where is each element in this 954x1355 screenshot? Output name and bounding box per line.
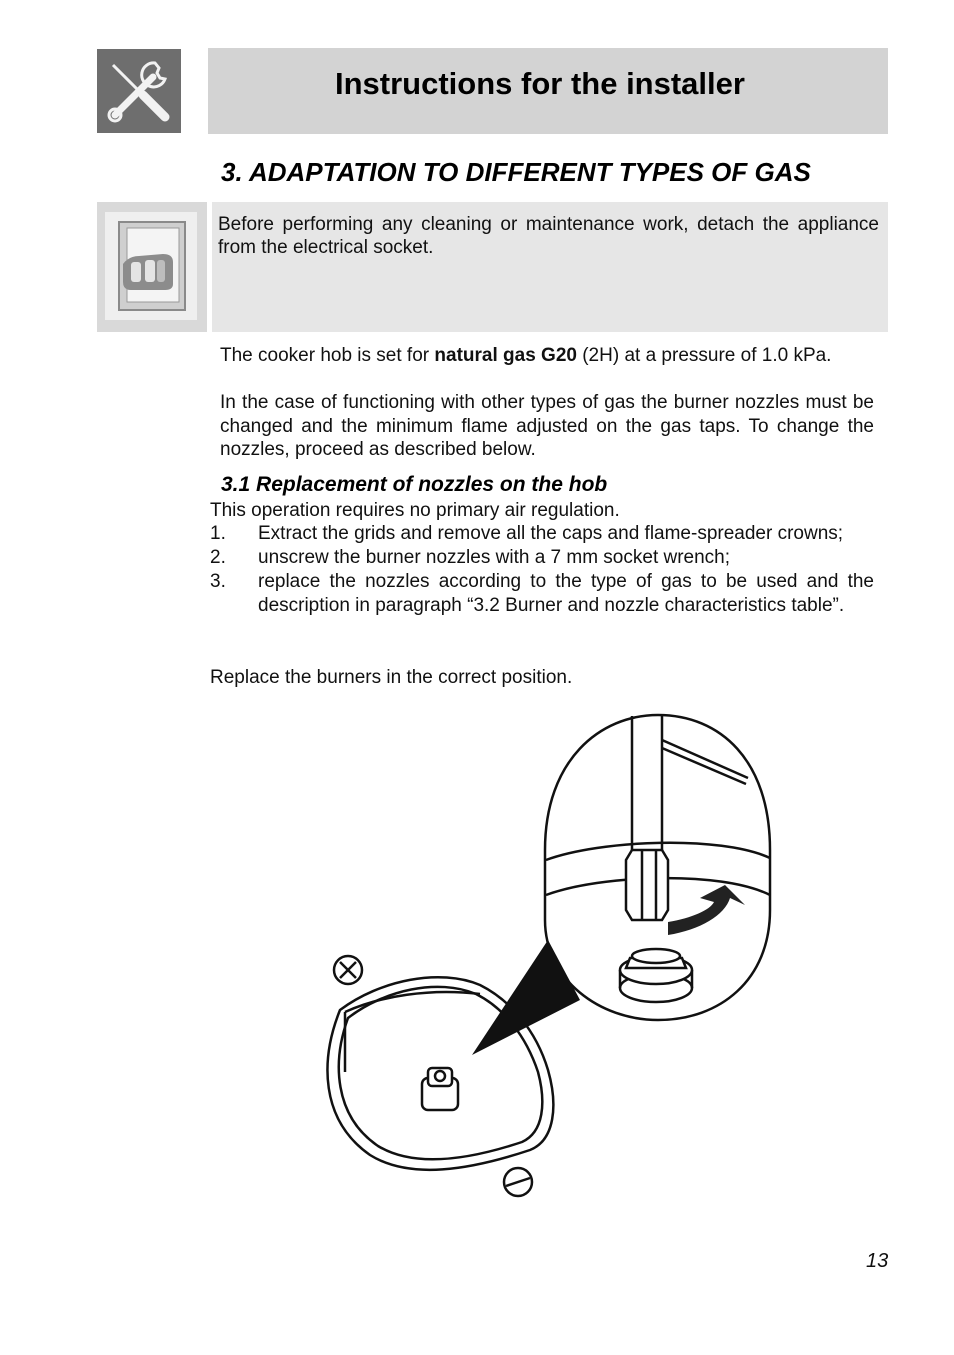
- intro-text-pressure: (2H) at a pressure of 1.0 kPa.: [576, 345, 832, 366]
- section-title: 3. ADAPTATION TO DIFFERENT TYPES OF GAS: [221, 157, 811, 187]
- intro-paragraph-2: In the case of functioning with other types of gas the burner nozzles must be changed and the minimum flame adjusted on the gas taps. To change the nozzles, proceed as described below.: [220, 392, 874, 460]
- steps-list: [210, 522, 874, 618]
- subsection-title: 3.1 Replacement of nozzles on the hob: [221, 473, 608, 496]
- page-title: Instructions for the installer: [335, 66, 745, 101]
- step-text: replace the nozzles according to the type of gas to be used and the description in paragraph “3.2 Burner and nozzle characteristics table”.: [258, 571, 874, 616]
- page-number: 13: [866, 1250, 889, 1272]
- intro-text: The cooker hob is set for: [220, 345, 435, 366]
- warning-box: [212, 202, 888, 332]
- step-number: 3.: [210, 571, 226, 592]
- header-bar: [208, 48, 888, 134]
- step-text: unscrew the burner nozzles with a 7 mm socket wrench;: [258, 547, 731, 568]
- warning-text: Before performing any cleaning or maintenance work, detach the appliance from the electrical socket.: [218, 214, 879, 258]
- gas-type: natural gas G20: [434, 345, 577, 366]
- intro-paragraph-1: [220, 344, 874, 368]
- socket-plug-icon: [97, 202, 207, 332]
- list-item: [210, 570, 874, 617]
- subsection-lead: This operation requires no primary air regulation.: [210, 500, 620, 521]
- nozzle-replacement-illustration: [300, 700, 780, 1210]
- step-number: 1.: [210, 523, 226, 544]
- list-item: [210, 522, 874, 546]
- step-text: Extract the grids and remove all the caps and flame-spreader crowns;: [258, 523, 844, 544]
- closing-text: Replace the burners in the correct position.: [210, 667, 573, 688]
- tools-icon: [97, 49, 181, 133]
- list-item: [210, 546, 874, 570]
- step-number: 2.: [210, 547, 226, 568]
